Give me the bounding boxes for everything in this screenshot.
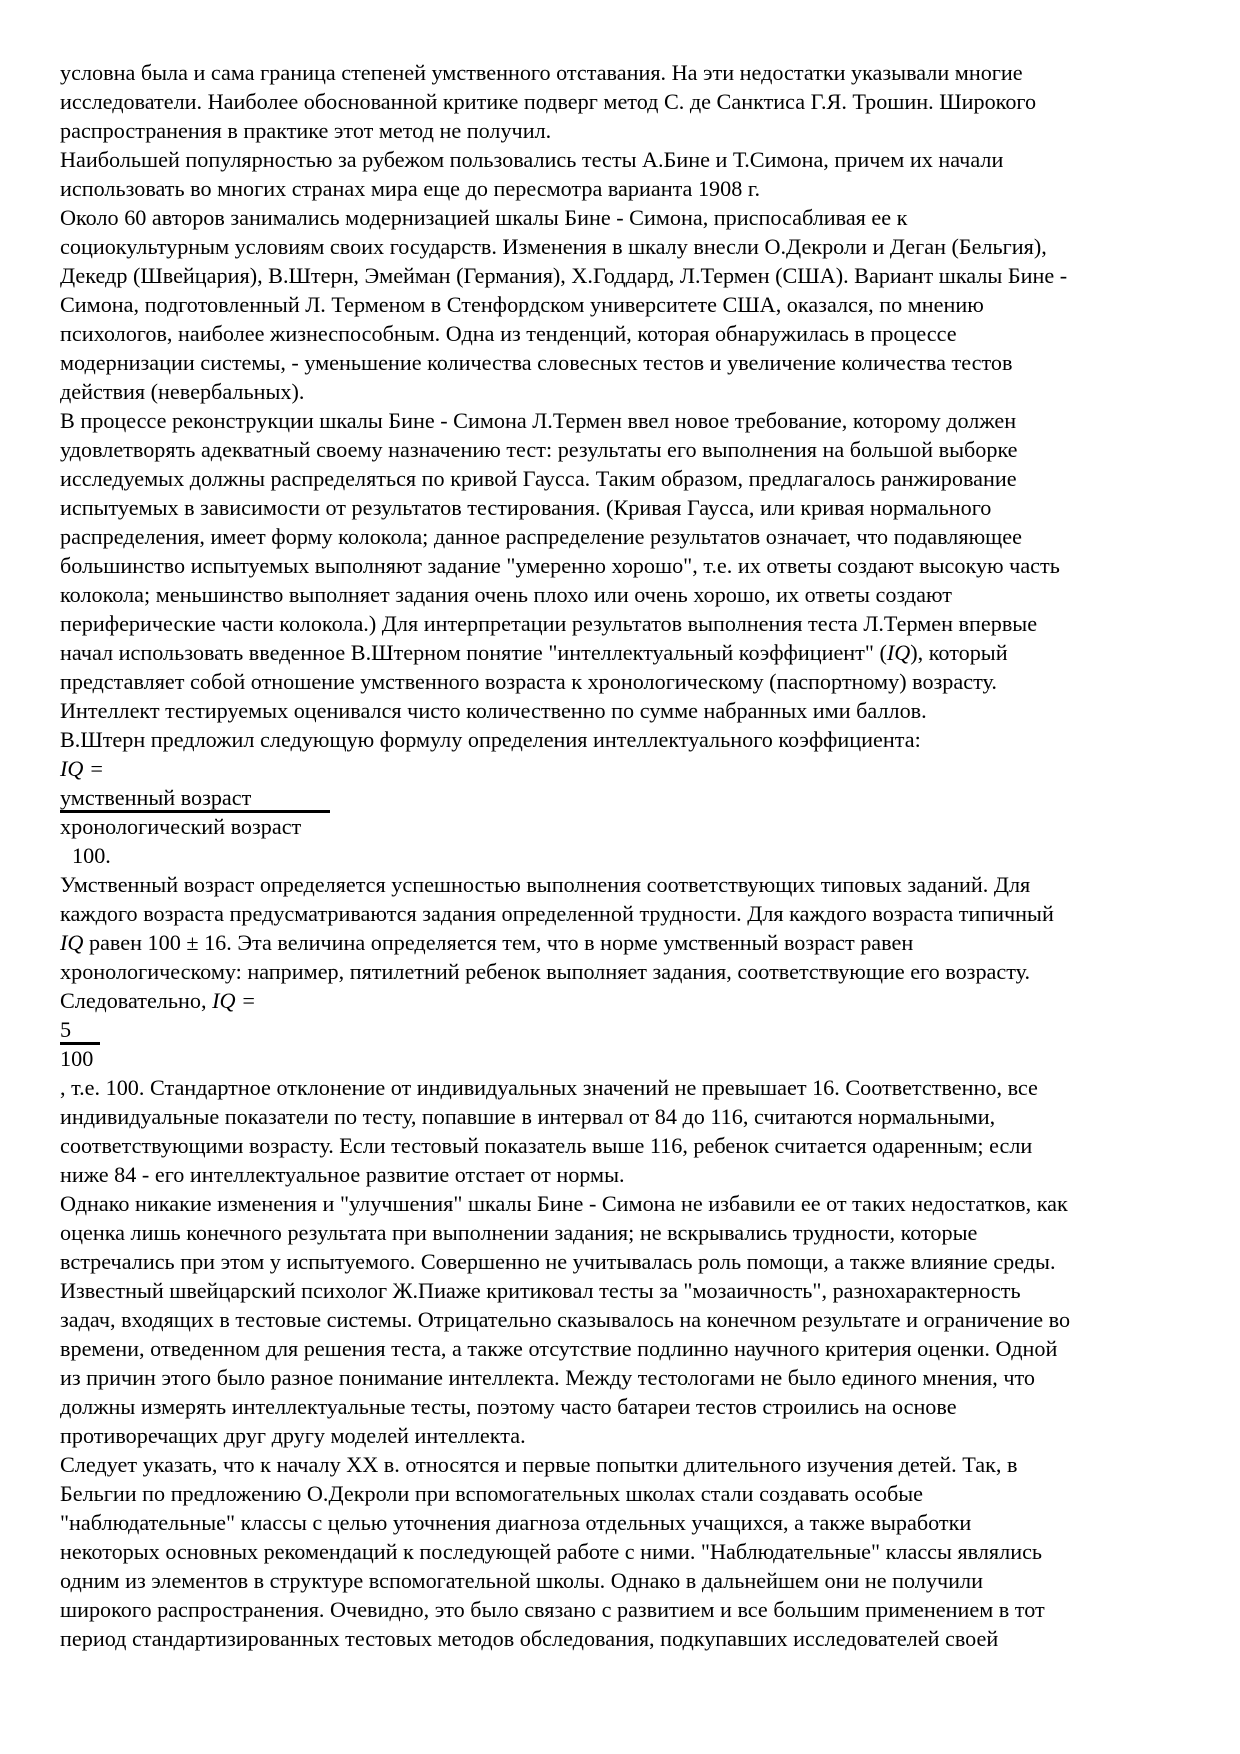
text-line: одним из элементов в структуре вспомогательной школы. Однако в дальнейшем они не получили: [60, 1568, 983, 1593]
text-line: Умственный возраст определяется успешностью выполнения соответствующих типовых заданий. Для: [60, 872, 1031, 897]
text-line: Декедр (Швейцария), В.Штерн, Эмейман (Германия), Х.Годдард, Л.Термен (США). Вариант шкалы Бине -: [60, 263, 1068, 288]
text-line: Бельгии по предложению О.Декроли при вспомогательных школах стали создавать особые: [60, 1481, 923, 1506]
text-line: должны измерять интеллектуальные тесты, поэтому часто батареи тестов строились на основе: [60, 1394, 957, 1419]
text-line: распределения, имеет форму колокола; данное распределение результатов означает, что подавляющее: [60, 524, 1022, 549]
text-line: оценка лишь конечного результата при выполнении задания; не вскрывались трудности, которые: [60, 1220, 978, 1245]
formula-numerator: умственный возраст: [60, 786, 330, 813]
text-line: колокола; меньшинство выполняет задания очень плохо или очень хорошо, их ответы создают: [60, 582, 952, 607]
formula2-fraction: [60, 1015, 1200, 1044]
text-line: Наибольшей популярностью за рубежом пользовались тесты А.Бине и Т.Симона, причем их начали: [60, 147, 1004, 172]
text-line: соответствующими возрасту. Если тестовый показатель выше 116, ребенок считается одаренным; если: [60, 1133, 1033, 1158]
paragraph-block-2b: [60, 957, 1200, 986]
text-line: условна была и сама граница степеней умственного отставания. На эти недостатки указывали многие: [60, 60, 1023, 85]
text-line: некоторых основных рекомендаций к последующей работе с ними. "Наблюдательные" классы являлись: [60, 1539, 1043, 1564]
text-line: Известный швейцарский психолог Ж.Пиаже критиковал тесты за "мозаичность", разнохарактерность: [60, 1278, 1021, 1303]
text-line: исследователи. Наиболее обоснованной критике подверг метод С. де Санктиса Г.Я. Трошин. Широкого: [60, 89, 1037, 114]
text-line: Симона, подготовленный Л. Терменом в Стенфордском университете США, оказался, по мнению: [60, 292, 984, 317]
document-page: [60, 58, 1200, 1653]
text-line: каждого возраста предусматриваются задания определенной трудности. Для каждого возраста типичный: [60, 901, 1054, 926]
text-line: , т.е. 100. Стандартное отклонение от индивидуальных значений не превышает 16. Соответственно, все: [60, 1075, 1038, 1100]
text-line: начал использовать введенное В.Штерном понятие "интеллектуальный коэффициент" (IQ), который: [60, 640, 1008, 665]
text-line: модернизации системы, - уменьшение количества словесных тестов и увеличение количества тестов: [60, 350, 1013, 375]
text-line: удовлетворять адекватный своему назначению тест: результаты его выполнения на большой выборке: [60, 437, 1018, 462]
paragraph-block-1: [60, 58, 1200, 667]
formula2-denominator: 100: [60, 1046, 94, 1071]
formula2-numerator: 5: [60, 1018, 100, 1045]
text-line: большинство испытуемых выполняют задание "умеренно хорошо", т.е. их ответы создают высокую часть: [60, 553, 1060, 578]
text-line: исследуемых должны распределяться по кривой Гаусса. Таким образом, предлагалось ранжирование: [60, 466, 1017, 491]
text-line: испытуемых в зависимости от результатов тестирования. (Кривая Гаусса, или кривая нормального: [60, 495, 992, 520]
text-line: использовать во многих странах мира еще до пересмотра варианта 1908 г.: [60, 176, 761, 201]
text-line: IQ равен 100 ± 16. Эта величина определяется тем, что в норме умственный возраст равен: [60, 930, 914, 955]
text-line: действия (невербальных).: [60, 379, 305, 404]
text-line: широкого распространения. Очевидно, это было связано с развитием и все большим применением в тот: [60, 1597, 1045, 1622]
paragraph-block-3: [60, 1073, 1200, 1653]
text-line: представляет собой отношение умственного возраста к хронологическому (паспортному) возрасту.: [60, 669, 997, 694]
text-line: период стандартизированных тестовых методов обследования, подкупавших исследователей своей: [60, 1626, 999, 1651]
text-line: Интеллект тестируемых оценивался чисто количественно по сумме набранных ими баллов.: [60, 698, 927, 723]
paragraph-block-2: [60, 870, 1200, 928]
formula-multiplier: 100.: [72, 843, 111, 868]
formula-iq-label: IQ =: [60, 756, 104, 781]
text-line: хронологическому: например, пятилетний ребенок выполняет задания, соответствующие его возрасту.: [60, 959, 1031, 984]
text-line: социокультурным условиям своих государств. Изменения в шкалу внесли О.Декроли и Деган (Бельгия),: [60, 234, 1047, 259]
text-line: противоречащих друг другу моделей интеллекта.: [60, 1423, 526, 1448]
text-line: ниже 84 - его интеллектуальное развитие отстает от нормы.: [60, 1162, 625, 1187]
text-line: Следует указать, что к началу XX в. относятся и первые попытки длительного изучения детей. Так, в: [60, 1452, 1018, 1477]
text-line: "наблюдательные" классы с целью уточнения диагноза отдельных учащихся, а также выработки: [60, 1510, 972, 1535]
text-line: распространения в практике этот метод не получил.: [60, 118, 552, 143]
text-line: периферические части колокола.) Для интерпретации результатов выполнения теста Л.Термен впервые: [60, 611, 1038, 636]
text-line: Около 60 авторов занимались модернизацией шкалы Бине - Симона, приспосабливая ее к: [60, 205, 908, 230]
text-line: из причин этого было разное понимание интеллекта. Между тестологами не было единого мнения, что: [60, 1365, 1035, 1390]
text-line: В процессе реконструкции шкалы Бине - Симона Л.Термен ввел новое требование, которому должен: [60, 408, 1017, 433]
text-line: встречались при этом у испытуемого. Совершенно не учитывалась роль помощи, а также влияние среды.: [60, 1249, 1056, 1274]
text-line: задач, входящих в тестовые системы. Отрицательно сказывалось на конечном результате и ограничение во: [60, 1307, 1071, 1332]
text-line: Следовательно, IQ =: [60, 988, 256, 1013]
text-line: психологов, наиболее жизнеспособным. Одна из тенденций, которая обнаружилась в процессе: [60, 321, 957, 346]
formula-fraction: [60, 783, 1200, 812]
text-line: В.Штерн предложил следующую формулу определения интеллектуального коэффициента:: [60, 727, 921, 752]
text-line: Однако никакие изменения и "улучшения" шкалы Бине - Симона не избавили ее от таких недостатков, как: [60, 1191, 1068, 1216]
formula-denominator: хронологический возраст: [60, 814, 302, 839]
text-line: времени, отведенном для решения теста, а также отсутствие подлинно научного критерия оценки. Одной: [60, 1336, 1058, 1361]
text-line: индивидуальные показатели по тесту, попавшие в интервал от 84 до 116, считаются нормальными,: [60, 1104, 996, 1129]
